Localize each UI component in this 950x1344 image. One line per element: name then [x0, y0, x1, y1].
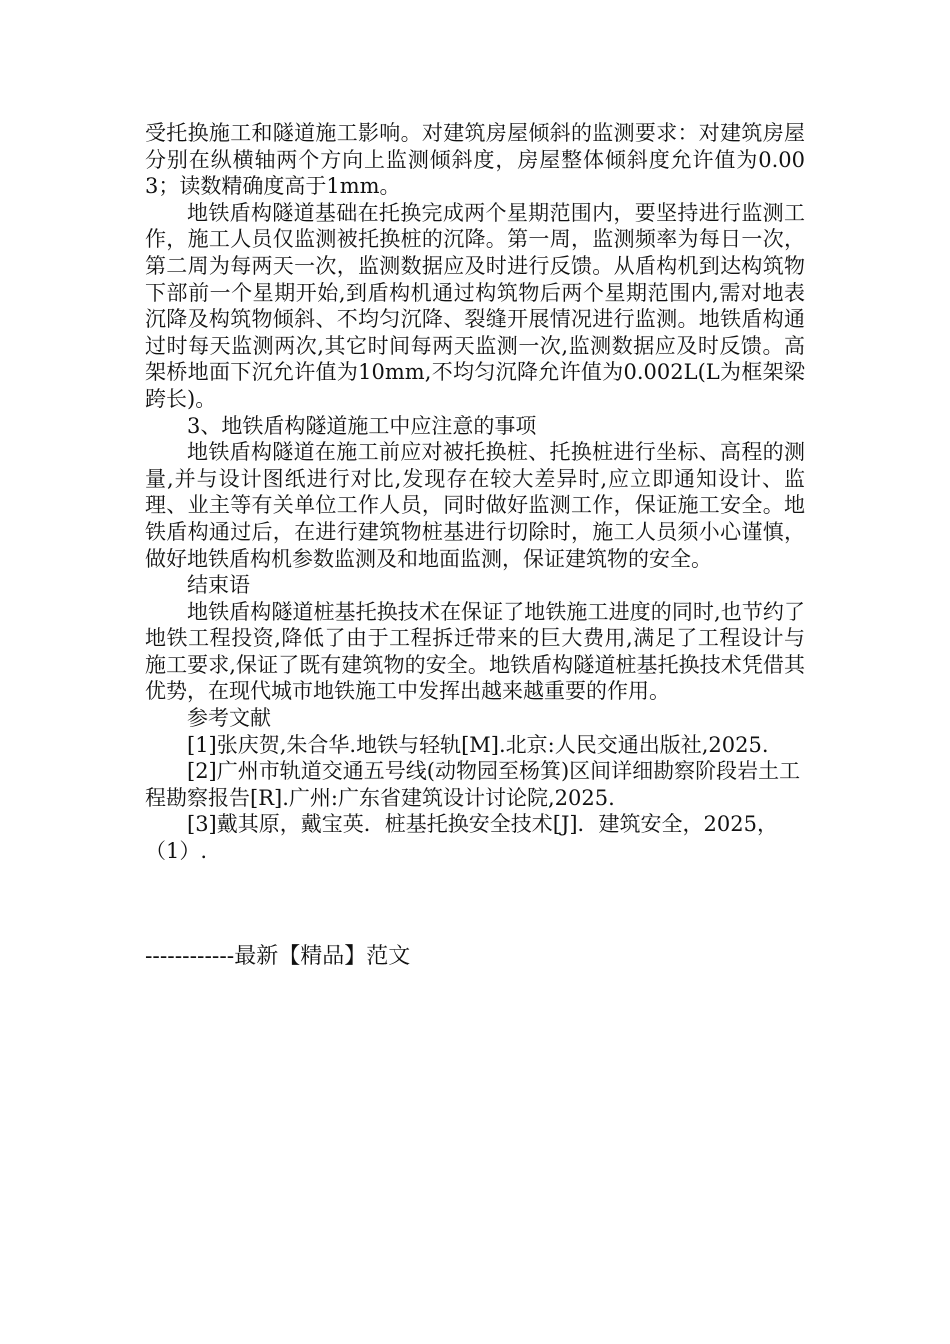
references-heading: 参考文献: [187, 706, 271, 731]
footer-banner: ------------最新【精品】范文: [145, 944, 411, 969]
paragraph-conclusion: 地铁盾构隧道桩基托换技术在保证了地铁施工进度的同时,也节约了地铁工程投资,降低了由于工程拆迁带来的巨大费用,满足了工程设计与施工要求,保证了既有建筑物的安全。地铁盾构隧道桩基托换技术凭借其优势，在现代城市地铁施工中发挥出越来越重要的作用。: [145, 599, 805, 704]
paragraph-monitoring-schedule: 地铁盾构隧道基础在托换完成两个星期范围内，要坚持进行监测工作，施工人员仅监测被托换桩的沉降。第一周，监测频率为每日一次，第二周为每两天一次，监测数据应及时进行反馈。从盾构机到达构筑物下部前一个星期开始,到盾构机通过构筑物后两个星期范围内,需对地表沉降及构筑物倾斜、不均匀沉降、裂缝开展情况进行监测。地铁盾构通过时每天监测两次,其它时间每两天监测一次,监测数据应及时反馈。高架桥地面下沉允许值为10mm,不均匀沉降允许值为0.002L(L为框架梁跨长)。: [145, 200, 805, 411]
conclusion-heading: 结束语: [187, 573, 250, 598]
paragraph-precautions: 地铁盾构隧道在施工前应对被托换桩、托换桩进行坐标、高程的测量,并与设计图纸进行对比,发现存在较大差异时,应立即通知设计、监理、业主等有关单位工作人员，同时做好监测工作，保证施工安全。地铁盾构通过后，在进行建筑物桩基进行切除时，施工人员须小心谨慎，做好地铁盾构机参数监测及和地面监测，保证建筑物的安全。: [145, 440, 805, 571]
reference-item-3: [3]戴其原，戴宝英．桩基托换安全技术[J]．建筑安全，2025，（1）.: [145, 812, 778, 864]
reference-item-2: [2]广州市轨道交通五号线(动物园至杨箕)区间详细勘察阶段岩土工程勘察报告[R].广州:广东省建筑设计讨论院,2025.: [145, 759, 801, 810]
section-heading-precautions: 3、地铁盾构隧道施工中应注意的事项: [187, 413, 537, 438]
reference-item-1: [1]张庆贺,朱合华.地铁与轻轨[M].北京:人民交通出版社,2025.: [187, 732, 769, 757]
paragraph-monitoring-requirements: 受托换施工和隧道施工影响。对建筑房屋倾斜的监测要求：对建筑房屋分别在纵横轴两个方向上监测倾斜度，房屋整体倾斜度允许值为0.003；读数精确度高于1mm。: [145, 121, 805, 199]
document-body: [145, 120, 805, 865]
